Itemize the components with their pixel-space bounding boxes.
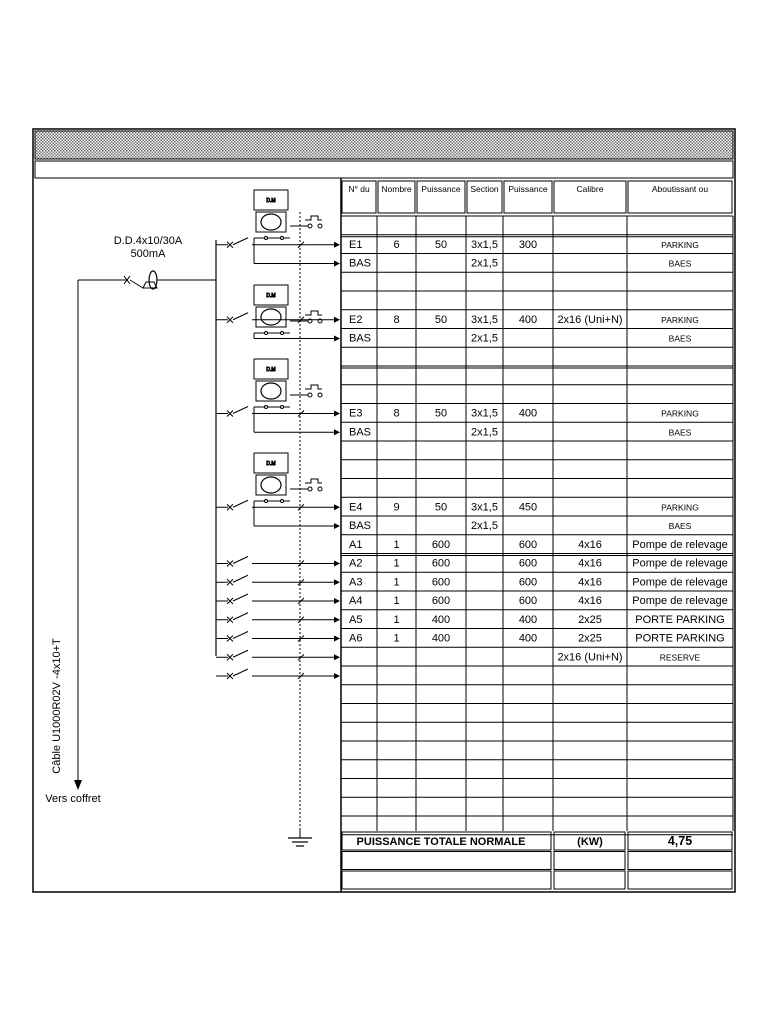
cell-power_total: 300 <box>518 238 538 251</box>
cell-num: A6 <box>349 632 363 645</box>
cell-section: 3x1,5 <box>471 501 498 514</box>
cell-calibre: 4x16 <box>578 595 602 607</box>
cell-num: A2 <box>349 557 363 570</box>
remote-switch-group <box>216 190 340 267</box>
cell-power: 600 <box>431 595 451 607</box>
cell-count: 1 <box>393 538 400 551</box>
cell-destination: Pompe de relevage <box>632 576 728 589</box>
cell-calibre: 2x16 (Uni+N) <box>557 313 623 326</box>
output-arrow-icon <box>334 429 340 435</box>
cell-power: 400 <box>431 613 451 626</box>
output-arrow-icon <box>334 654 340 660</box>
cell-num: E1 <box>349 238 363 251</box>
cell-section: 2x1,5 <box>471 257 498 270</box>
cell-count: 9 <box>393 501 400 514</box>
cell-calibre: 4x16 <box>578 538 602 551</box>
main-breaker-label-1: D.D.4x10/30A <box>113 235 183 247</box>
cell-section: 3x1,5 <box>471 313 498 326</box>
output-arrow-icon <box>334 242 340 248</box>
cell-num: E2 <box>349 313 363 326</box>
cell-num: A4 <box>349 595 363 607</box>
total-cell <box>628 852 732 870</box>
cell-power_total: 600 <box>518 538 538 551</box>
cell-power_total: 400 <box>518 407 538 420</box>
push-button-icon <box>305 311 322 315</box>
total-cell <box>342 852 551 870</box>
column-header: N° du <box>348 184 370 194</box>
cell-section: 3x1,5 <box>471 407 498 420</box>
cell-power_total: 600 <box>518 595 538 607</box>
circuit-table <box>341 178 733 892</box>
output-arrow-icon <box>334 523 340 529</box>
total-value: 4,75 <box>667 834 693 848</box>
main-breaker-label-2: 500mA <box>130 248 166 260</box>
outgoing-breaker <box>216 575 340 585</box>
push-button-icon <box>305 479 322 483</box>
feed-label: Vers coffret <box>45 793 101 805</box>
cell-num: A1 <box>349 538 363 551</box>
outgoing-breaker <box>216 669 340 679</box>
cell-destination: BAES <box>668 333 692 344</box>
cell-count: 1 <box>393 557 400 570</box>
cell-calibre: 2x25 <box>578 613 602 626</box>
output-arrow-icon <box>334 636 340 642</box>
cell-destination: RESERVE <box>659 652 701 663</box>
push-button-icon <box>305 216 322 220</box>
cell-power: 50 <box>434 407 448 420</box>
cell-destination: BAES <box>668 258 692 269</box>
cell-count: 8 <box>393 313 400 326</box>
output-arrow-icon <box>334 673 340 679</box>
cell-calibre: 2x16 (Uni+N) <box>557 651 623 664</box>
cell-count: 1 <box>393 576 400 589</box>
column-header: Puissance <box>508 184 548 194</box>
cell-num: E4 <box>349 501 363 514</box>
column-header: Section <box>470 184 499 194</box>
cell-power_total: 400 <box>518 313 538 326</box>
cell-power_total: 600 <box>518 576 538 589</box>
cell-count: 8 <box>393 407 400 420</box>
push-button-icon <box>305 385 322 389</box>
total-cell <box>554 871 625 889</box>
cell-num: A5 <box>349 613 363 626</box>
outgoing-breaker <box>216 650 340 660</box>
cell-section: 2x1,5 <box>471 426 498 439</box>
output-arrow-icon <box>334 598 340 604</box>
cell-destination: PORTE PARKING <box>635 632 725 645</box>
output-arrow-icon <box>334 336 340 342</box>
cell-power_total: 600 <box>518 557 538 570</box>
cell-power_total: 450 <box>518 501 538 514</box>
cell-count: 1 <box>393 595 400 607</box>
cell-count: 6 <box>393 238 400 251</box>
coil-icon <box>261 309 281 325</box>
cell-destination: Pompe de relevage <box>632 538 728 551</box>
title-band <box>35 131 733 159</box>
outgoing-breaker <box>216 632 340 642</box>
cell-count: 1 <box>393 613 400 626</box>
coil-icon <box>261 214 281 230</box>
remote-switch-group <box>216 453 340 529</box>
cable-label: Câble U1000R02V -4x10+T <box>51 638 63 774</box>
total-cell <box>554 852 625 870</box>
cell-destination: Pompe de relevage <box>632 557 728 570</box>
output-arrow-icon <box>334 561 340 567</box>
cell-num: BAS <box>349 520 372 532</box>
cell-power_total: 400 <box>518 613 538 626</box>
coil-icon <box>261 477 281 493</box>
subtitle-band <box>35 161 733 178</box>
cell-calibre: 2x25 <box>578 632 602 645</box>
outgoing-breaker <box>216 613 340 623</box>
cell-destination: PORTE PARKING <box>635 613 725 626</box>
column-header: Calibre <box>576 184 604 194</box>
dm-label: D.M <box>266 293 276 299</box>
cell-power: 400 <box>431 632 451 645</box>
remote-switch-group <box>216 285 340 342</box>
cell-section: 2x1,5 <box>471 332 498 345</box>
outgoing-breaker <box>216 557 340 567</box>
cell-num: BAS <box>349 257 372 270</box>
cell-power: 50 <box>434 238 448 251</box>
dm-label: D.M <box>266 367 276 373</box>
cell-num: A3 <box>349 576 363 589</box>
output-arrow-icon <box>334 504 340 510</box>
cell-destination: PARKING <box>661 408 699 419</box>
cell-num: BAS <box>349 426 372 439</box>
dm-label: D.M <box>266 198 276 204</box>
cell-num: E3 <box>349 407 363 420</box>
output-arrow-icon <box>334 617 340 623</box>
cell-num: BAS <box>349 332 372 345</box>
column-header: Aboutissant ou <box>651 184 709 194</box>
coil-icon <box>261 383 281 399</box>
feed-arrow-icon <box>74 780 82 790</box>
output-arrow-icon <box>334 411 340 417</box>
cell-destination: PARKING <box>661 239 699 250</box>
cell-section: 2x1,5 <box>471 520 498 532</box>
output-arrow-icon <box>334 261 340 267</box>
total-cell <box>342 871 551 889</box>
cell-section: 3x1,5 <box>471 238 498 251</box>
cell-power_total: 400 <box>518 632 538 645</box>
total-unit: (KW) <box>577 836 603 848</box>
output-arrow-icon <box>334 579 340 585</box>
cell-destination: Pompe de relevage <box>632 595 728 607</box>
column-header: Puissance <box>421 184 461 194</box>
output-arrow-icon <box>334 317 340 323</box>
column-header: Nombre <box>381 184 412 194</box>
cell-count: 1 <box>393 632 400 645</box>
total-cell <box>628 871 732 889</box>
schematic <box>74 190 340 846</box>
cell-destination: BAES <box>668 521 692 531</box>
cell-destination: PARKING <box>661 314 699 325</box>
cell-destination: BAES <box>668 427 692 438</box>
cell-power: 600 <box>431 538 451 551</box>
cell-calibre: 4x16 <box>578 557 602 570</box>
cell-calibre: 4x16 <box>578 576 602 589</box>
total-label: PUISSANCE TOTALE NORMALE <box>356 836 526 848</box>
cell-destination: PARKING <box>661 502 699 513</box>
dm-label: D.M <box>266 461 276 467</box>
cell-power: 600 <box>431 557 451 570</box>
remote-switch-group <box>216 359 340 435</box>
outgoing-breaker <box>216 594 340 604</box>
cell-power: 600 <box>431 576 451 589</box>
cell-power: 50 <box>434 501 448 514</box>
cell-power: 50 <box>434 313 448 326</box>
